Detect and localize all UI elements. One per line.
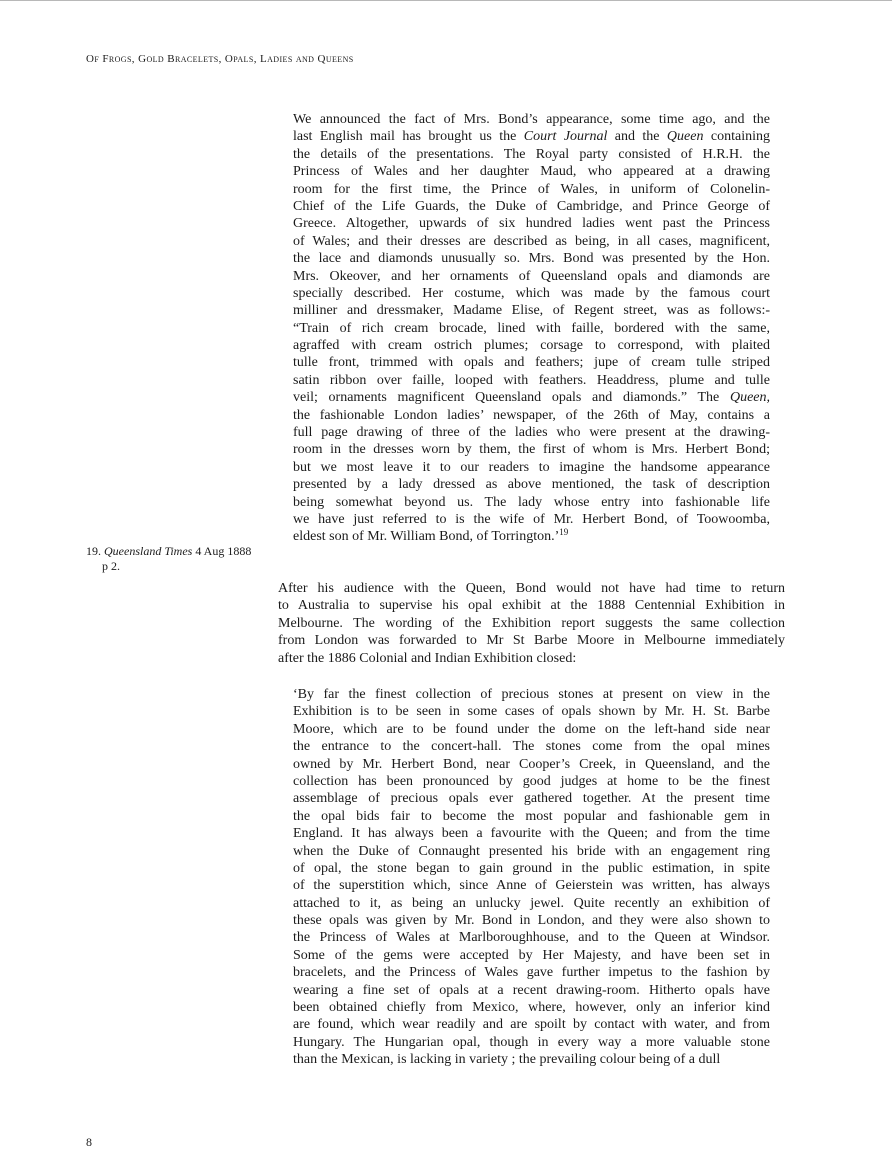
text-line: Mrs. Okeover, and her ornaments of Queensland opals and diamonds are bbox=[293, 268, 770, 284]
footnote-source: Queensland Times bbox=[104, 544, 193, 558]
text-line: eldest son of Mr. William Bond, of Torrington.’$^{19}$ bbox=[293, 527, 569, 545]
footnote-19 bbox=[86, 544, 251, 574]
text-line: Some of the gems were accepted by Her Majesty, and have been set in bbox=[293, 947, 770, 963]
quote-block-1 bbox=[293, 111, 770, 546]
running-head: Of Frogs, Gold Bracelets, Opals, Ladies and Queens bbox=[86, 53, 354, 65]
text-line: after the 1886 Colonial and Indian Exhibition closed: bbox=[278, 650, 577, 666]
text-line: of opal, the stone began to gain ground in the public estimation, in spite bbox=[293, 860, 770, 876]
text-line: when the Duke of Connaught presented his bride with an engagement ring bbox=[293, 843, 770, 859]
text-line: We announced the fact of Mrs. Bond’s appearance, some time ago, and the bbox=[293, 112, 770, 127]
text-line: the Princess of Wales at Marlboroughhouse, and to the Queen at Windsor. bbox=[293, 930, 770, 946]
text-line: the fashionable London ladies’ newspaper, of the 26th of May, contains a bbox=[293, 407, 770, 423]
text-line: being somewhat beyond us. The lady whose entry into fashionable life bbox=[293, 494, 770, 510]
text-line: Moore, which are to be found under the dome on the left-hand side near bbox=[293, 721, 770, 737]
text-line: attached to it, as being an unlucky jewel. Quite recently an exhibition of bbox=[293, 895, 770, 911]
text-line: “Train of rich cream brocade, lined with faille, bordered with the same, bbox=[293, 320, 770, 336]
text-line: room in the dresses worn by them, the first of whom is Mrs. Herbert Bond; bbox=[293, 442, 770, 458]
text-line: After his audience with the Queen, Bond would not have had time to return bbox=[278, 581, 785, 596]
text-line: assemblage of precious opals ever gathered together. At the present time bbox=[293, 791, 770, 807]
text-line: Princess of Wales and her daughter Maud, who appeared at a drawing bbox=[293, 164, 770, 180]
footnote-number: 19. bbox=[86, 544, 101, 558]
text-line: tulle front, trimmed with opals and feathers; jupe of cream tulle striped bbox=[293, 355, 770, 371]
text-line: Exhibition is to be seen in some cases of opals shown by Mr. H. St. Barbe bbox=[293, 704, 770, 720]
text-line: Hungary. The Hungarian opal, though in every way a more valuable stone bbox=[293, 1034, 770, 1050]
text-line: are found, which wear readily and are spoilt by contact with water, and from bbox=[293, 1017, 770, 1033]
text-line: last English mail has brought us the Court Journal and the Queen containing bbox=[293, 129, 770, 145]
text-line: owned by Mr. Herbert Bond, near Cooper’s Creek, in Queensland, and the bbox=[293, 756, 770, 772]
text-line: agraffed with cream ostrich plumes; corsage to correspond, with plaited bbox=[293, 338, 770, 354]
text-line: the entrance to the concert-hall. The stones come from the opal mines bbox=[293, 739, 770, 755]
body-paragraph bbox=[278, 580, 785, 667]
text-line: specially described. Her costume, which was made by the famous court bbox=[293, 285, 770, 301]
text-line: milliner and dressmaker, Madame Elise, of Regent street, was as follows:- bbox=[293, 303, 770, 319]
text-line: Chief of the Life Guards, the Duke of Cambridge, and Prince George of bbox=[293, 198, 770, 214]
text-line: full page drawing of three of the ladies who were present at the drawing- bbox=[293, 425, 770, 441]
text-line: of Wales; and their dresses are described as being, in all cases, magnificent, bbox=[293, 233, 770, 249]
text-line: ‘By far the finest collection of precious stones at present on view in the bbox=[293, 687, 770, 702]
footnote-page: p 2. bbox=[102, 559, 120, 573]
text-line: to Australia to supervise his opal exhibit at the 1888 Centennial Exhibition in bbox=[278, 598, 785, 614]
page-number: 8 bbox=[86, 1135, 92, 1149]
text-line: than the Mexican, is lacking in variety ; the prevailing colour being of a dull bbox=[293, 1052, 721, 1068]
text-line: from London was forwarded to Mr St Barbe Moore in Melbourne immediately bbox=[278, 633, 785, 649]
text-line: presented by a lady dressed as above mentioned, the task of description bbox=[293, 477, 770, 493]
text-line: England. It has always been a favourite with the Queen; and from the time bbox=[293, 826, 770, 842]
text-line: Melbourne. The wording of the Exhibition report suggests the same collection bbox=[278, 615, 785, 631]
text-line: collection has been pronounced by good judges at home to be the finest bbox=[293, 773, 770, 789]
text-line: these opals was given by Mr. Bond in London, and they were also shown to bbox=[293, 913, 770, 929]
text-line: veil; ornaments magnificent Queensland opals and diamonds.” The Queen, bbox=[293, 390, 770, 406]
text-line: satin ribbon over faille, looped with feathers. Headdress, plume and tulle bbox=[293, 372, 770, 388]
text-line: the opal bids fair to become the most popular and fashionable gem in bbox=[293, 808, 770, 824]
text-line: room for the first time, the Prince of Wales, in uniform of Colonelin- bbox=[293, 181, 770, 197]
text-line: the lace and diamonds unusually so. Mrs. Bond was presented by the Hon. bbox=[293, 251, 770, 267]
footnote-ref: 19 bbox=[559, 527, 569, 538]
text-line: bracelets, and the Princess of Wales gave further impetus to the fashion by bbox=[293, 965, 770, 981]
top-rule bbox=[0, 0, 892, 1]
text-line: we have just referred to is the wife of Mr. Herbert Bond, of Toowoomba, bbox=[293, 511, 770, 527]
text-line: the details of the presentations. The Royal party consisted of H.R.H. the bbox=[293, 146, 770, 162]
text-line: Greece. Altogether, upwards of six hundred ladies went past the Princess bbox=[293, 216, 770, 232]
text-line: been obtained chiefly from Mexico, where, however, only an inferior kind bbox=[293, 1000, 770, 1016]
quote-block-2 bbox=[293, 686, 770, 1069]
text-line: of the superstition which, since Anne of Geierstein was written, has always bbox=[293, 878, 770, 894]
text-line: wearing a fine set of opals at a recent drawing-room. Hitherto opals have bbox=[293, 982, 770, 998]
footnote-detail: 4 Aug 1888 bbox=[192, 544, 252, 558]
text-line: but we most leave it to our readers to imagine the handsome appearance bbox=[293, 459, 770, 475]
